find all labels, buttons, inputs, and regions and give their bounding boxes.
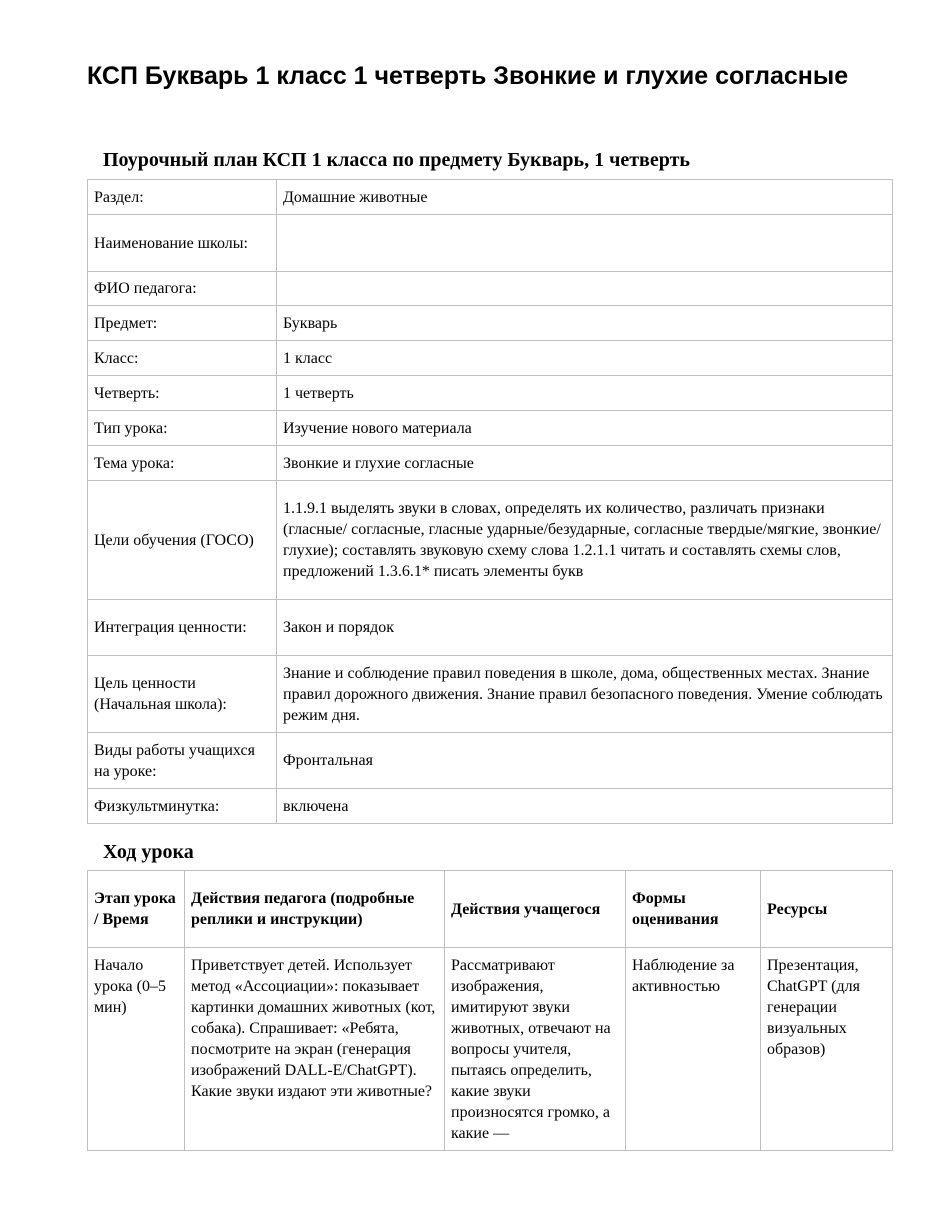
info-value: Знание и соблюдение правил поведения в школе, дома, общественных местах. Знание правил дорожного движения. Знание правил безопасного поведения. Умение соблюдать режим дня.	[277, 656, 893, 733]
info-value: 1 класс	[277, 341, 893, 376]
info-row	[88, 306, 893, 341]
info-row	[88, 481, 893, 600]
info-value: Изучение нового материала	[277, 411, 893, 446]
info-label: Четверть:	[88, 376, 277, 411]
info-value: Фронтальная	[277, 733, 893, 789]
cell-resources: Презентация, ChatGPT (для генерации визуальных образов)	[761, 948, 893, 1151]
info-row	[88, 341, 893, 376]
info-value: 1.1.9.1 выделять звуки в словах, определять их количество, различать признаки (гласные/ согласные, гласные ударные/безударные, согласные твердые/мягкие, звонкие/глухие); составлять звуковую схему слова 1.2.1.1 читать и составлять схемы слов, предложений 1.3.6.1* писать элементы букв	[277, 481, 893, 600]
table-row	[88, 948, 893, 1151]
lesson-heading: Ход урока	[103, 841, 194, 863]
info-row	[88, 733, 893, 789]
header-resources: Ресурсы	[761, 871, 893, 948]
info-label: Раздел:	[88, 180, 277, 215]
info-label: Тип урока:	[88, 411, 277, 446]
cell-student-actions: Рассматривают изображения, имитируют звуки животных, отвечают на вопросы учителя, пытаясь определить, какие звуки произносятся громко, а какие —	[445, 948, 626, 1151]
info-row	[88, 272, 893, 306]
info-row	[88, 180, 893, 215]
cell-assessment: Наблюдение за активностью	[626, 948, 761, 1151]
info-row	[88, 215, 893, 272]
header-student-actions: Действия учащегося	[445, 871, 626, 948]
info-row	[88, 656, 893, 733]
info-row	[88, 376, 893, 411]
info-label: Тема урока:	[88, 446, 277, 481]
plan-heading: Поурочный план КСП 1 класса по предмету Букварь, 1 четверть	[103, 149, 690, 171]
info-value: Закон и порядок	[277, 600, 893, 656]
header-teacher-actions: Действия педагога (подробные реплики и инструкции)	[185, 871, 445, 948]
info-value: 1 четверть	[277, 376, 893, 411]
document-title: КСП Букварь 1 класс 1 четверть Звонкие и глухие согласные	[87, 62, 849, 90]
info-label: Виды работы учащихся на уроке:	[88, 733, 277, 789]
info-value: Букварь	[277, 306, 893, 341]
info-row	[88, 789, 893, 824]
info-label: ФИО педагога:	[88, 272, 277, 306]
lesson-flow-table	[87, 870, 893, 1151]
info-value	[277, 215, 893, 272]
info-label: Класс:	[88, 341, 277, 376]
lesson-info-table	[87, 179, 893, 824]
info-row	[88, 600, 893, 656]
lesson-header-row	[88, 871, 893, 948]
info-label: Цели обучения (ГОСО)	[88, 481, 277, 600]
info-label: Интеграция ценности:	[88, 600, 277, 656]
info-label: Цель ценности (Начальная школа):	[88, 656, 277, 733]
info-label: Предмет:	[88, 306, 277, 341]
header-stage: Этап урока / Время	[88, 871, 185, 948]
info-value	[277, 272, 893, 306]
info-row	[88, 411, 893, 446]
info-value: Домашние животные	[277, 180, 893, 215]
header-assessment: Формы оценивания	[626, 871, 761, 948]
info-value: Звонкие и глухие согласные	[277, 446, 893, 481]
info-label: Физкультминутка:	[88, 789, 277, 824]
info-row	[88, 446, 893, 481]
cell-teacher-actions: Приветствует детей. Использует метод «Ассоциации»: показывает картинки домашних животных (кот, собака). Спрашивает: «Ребята, посмотрите на экран (генерация изображений DALL-E/ChatGPT). Какие звуки издают эти животные?	[185, 948, 445, 1151]
cell-stage: Начало урока (0–5 мин)	[88, 948, 185, 1151]
info-value: включена	[277, 789, 893, 824]
info-label: Наименование школы:	[88, 215, 277, 272]
